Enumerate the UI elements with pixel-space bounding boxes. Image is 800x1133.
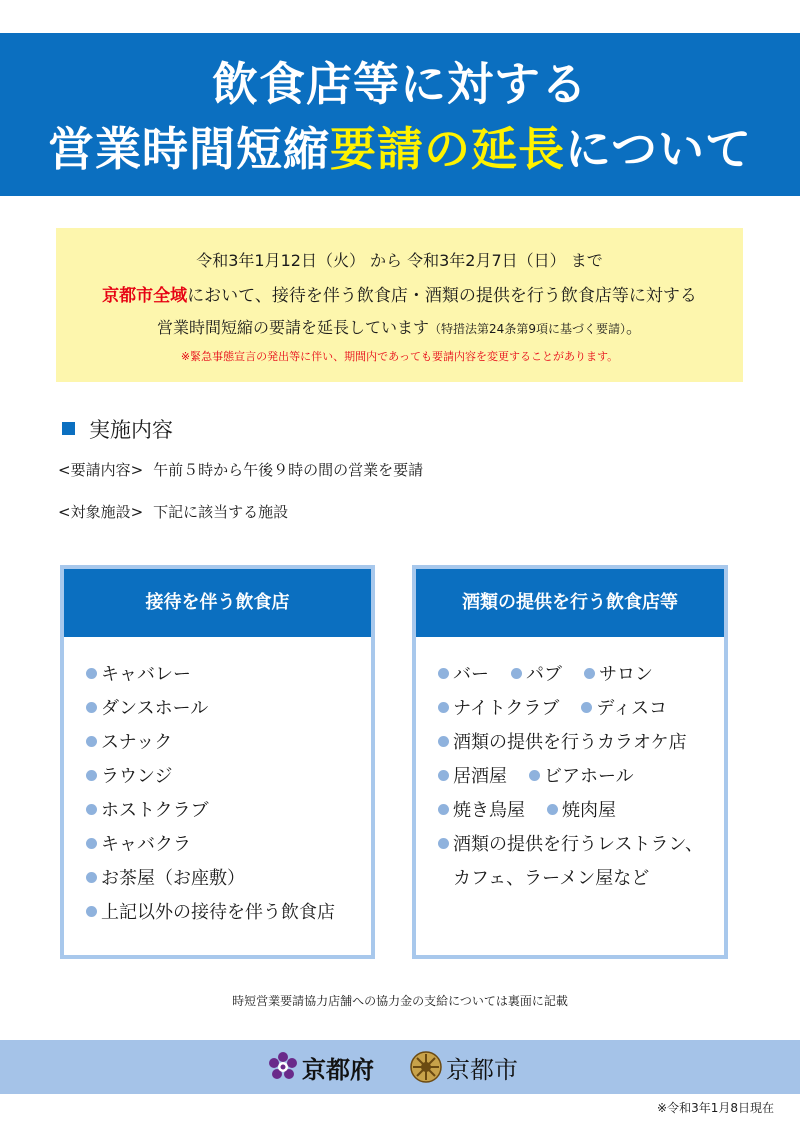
list-item (438, 726, 716, 760)
title-highlight: 要請の延長 (329, 122, 565, 176)
bullet-dot-icon (438, 668, 449, 679)
list-item-label: 上記以外の接待を伴う飲食店 (101, 902, 335, 923)
list-item (86, 828, 363, 862)
list-item (86, 692, 363, 726)
hospitality-venues-box (60, 565, 375, 959)
list-item-label: 焼肉屋 (562, 800, 616, 821)
list-item (86, 794, 363, 828)
request-text: 午前５時から午後９時の間の営業を要請 (153, 461, 424, 479)
bullet-dot-icon (86, 804, 97, 815)
list-item-label: 酒類の提供を行うカラオケ店 (453, 732, 687, 753)
list-item (438, 760, 716, 794)
kyoto-city-emblem-icon (410, 1051, 442, 1083)
kyoto-prefecture-logo (268, 1047, 374, 1087)
alcohol-venues-box (412, 565, 728, 959)
bullet-dot-icon (511, 668, 522, 679)
list-item (438, 828, 716, 862)
list-item (86, 760, 363, 794)
list-item-label: ビアホール (544, 766, 634, 787)
title-line-2 (0, 121, 800, 177)
title-line-1: 飲食店等に対する (212, 57, 588, 111)
bullet-dot-icon (86, 872, 97, 883)
list-item-label: ディスコ (596, 698, 667, 719)
list-item-label: お茶屋（お座敷） (101, 868, 245, 889)
bullet-dot-icon (86, 906, 97, 917)
bullet-dot-icon (438, 702, 449, 713)
footer-band (0, 1040, 800, 1094)
notice-box (56, 228, 743, 382)
alcohol-venues-list (438, 658, 716, 896)
list-item (86, 726, 363, 760)
list-item-label: ラウンジ (101, 766, 173, 787)
notice-warning: ※緊急事態宣言の発出等に伴い、期間内であっても要請内容を変更することがあります。 (180, 350, 619, 363)
list-item-label: ダンスホール (101, 698, 209, 719)
list-item (438, 658, 716, 692)
bullet-dot-icon (529, 770, 540, 781)
bullet-dot-icon (547, 804, 558, 815)
list-item-label: 焼き鳥屋 (453, 800, 525, 821)
request-label: <要請内容> (58, 461, 144, 479)
bullet-dot-icon (86, 770, 97, 781)
bullet-dot-icon (438, 770, 449, 781)
section-heading (62, 414, 173, 444)
target-label: <対象施設> (58, 503, 144, 521)
list-item-label: スナック (101, 732, 173, 753)
list-item-label: パブ (526, 664, 562, 685)
title-line-2-pre: 営業時間短縮 (47, 122, 330, 176)
notice-line-2-rest: において、接待を伴う飲食店・酒類の提供を行う飲食店等に対する (187, 286, 697, 306)
bullet-dot-icon (438, 838, 449, 849)
bullet-dot-icon (86, 668, 97, 679)
list-item (438, 692, 716, 726)
bullet-dot-icon (438, 736, 449, 747)
title-line-2-post: について (564, 122, 753, 176)
kyoto-prefecture-emblem-icon (268, 1052, 298, 1082)
list-item-label: バー (453, 664, 489, 685)
list-item (86, 658, 363, 692)
section-heading-text: 実施内容 (89, 418, 173, 442)
square-bullet-icon (62, 422, 75, 435)
notice-legal-basis: （特措法第24条第9項に基づく要請） (429, 322, 626, 336)
alcohol-venues-title: 酒類の提供を行う飲食店等 (416, 569, 724, 637)
subsidy-footnote: 時短営業要請協力店舗への協力金の支給については裏面に記載 (232, 994, 568, 1008)
kyoto-city-logo (410, 1047, 518, 1087)
target-facilities (58, 501, 288, 522)
notice-area: 京都市全域 (102, 286, 188, 306)
list-item-label: キャバレー (101, 664, 191, 685)
list-item-label: サロン (599, 664, 653, 685)
target-text: 下記に該当する施設 (153, 503, 289, 521)
notice-line-3 (56, 315, 743, 338)
bullet-dot-icon (584, 668, 595, 679)
list-item (86, 862, 363, 896)
notice-line-3-main: 営業時間短縮の要請を延長しています (157, 318, 430, 337)
list-item-label: 酒類の提供を行うレストラン、 (453, 834, 704, 855)
hospitality-venues-title: 接待を伴う飲食店 (64, 569, 371, 637)
list-item-label: ナイトクラブ (453, 698, 560, 719)
notice-line-3-end: 。 (625, 318, 642, 337)
as-of-date: ※令和3年1月8日現在 (657, 1101, 774, 1115)
bullet-dot-icon (86, 838, 97, 849)
list-item-label: キャバクラ (101, 834, 191, 855)
notice-period: 令和3年1月12日（火） から 令和3年2月7日（日） まで (196, 251, 603, 270)
list-item-label: 居酒屋 (453, 766, 507, 787)
notice-line-2 (56, 281, 743, 306)
bullet-dot-icon (86, 702, 97, 713)
request-content (58, 459, 423, 480)
kyoto-prefecture-name: 京都府 (302, 1055, 374, 1084)
hospitality-venues-list (86, 658, 363, 930)
list-item-continuation: カフェ、ラーメン屋など (453, 868, 650, 889)
bullet-dot-icon (438, 804, 449, 815)
kyoto-city-name: 京都市 (446, 1055, 518, 1084)
list-item (86, 896, 363, 930)
bullet-dot-icon (581, 702, 592, 713)
list-item (438, 794, 716, 828)
bullet-dot-icon (86, 736, 97, 747)
title-banner (0, 33, 800, 196)
list-item-label: ホストクラブ (101, 800, 209, 821)
